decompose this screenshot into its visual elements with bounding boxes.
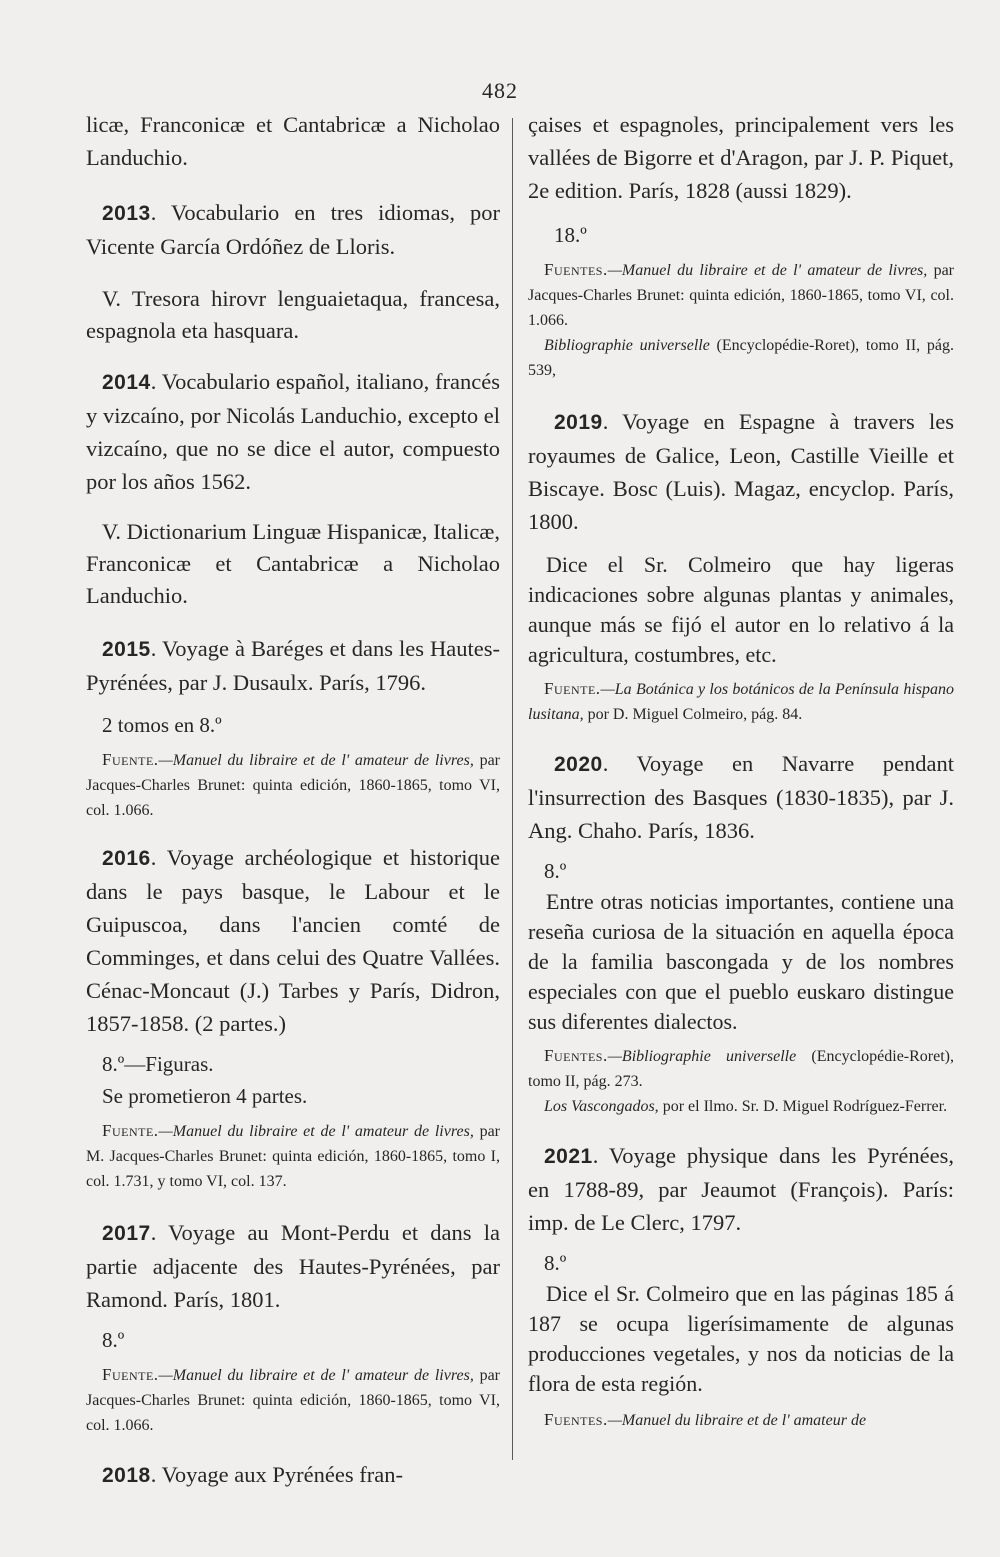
entry-text: Voyage en Espagne à travers les royaumes de Galice, Leon, Castille Vieille et Biscaye. Bosc (Luis). Magaz, encyclop. París, 1800. <box>528 409 955 534</box>
source-note-continued: Los Vascongados, por el Ilmo. Sr. D. Miguel Rodríguez-Ferrer. <box>544 1098 948 1115</box>
entry-text: Vocabulario en tres idiomas, por Vicente García Ordóñez de Lloris. <box>86 200 501 259</box>
entry-note: Dice el Sr. Colmeiro que hay ligeras indicaciones sobre algunas plantas y animales, aunque más se fijó el autor en lo relativo á la agricultura, costumbres, etc. <box>528 552 954 667</box>
entry-text: Voyage aux Pyrénées fran- <box>161 1462 403 1487</box>
source-note: Fuente.—Manuel du libraire et de l' amateur de livres, par Jacques-Charles Brunet: quinta edición, 1860-1865, tomo VI, col. 1.066. <box>86 750 501 819</box>
source-note-continued: Bibliographie universelle (Encyclopédie-Roret), tomo II, pág. 539, <box>528 337 954 379</box>
entry-number: 2014 <box>102 371 151 394</box>
entry-text: Voyage physique dans les Pyrénées, en 1788-89, par Jeaumot (François). París: imp. de Le Clerc, 1797. <box>528 1143 954 1235</box>
entry-number: 2020 <box>554 753 603 776</box>
continuation-text: licæ, Franconicæ et Cantabricæ a Nicholao Landuchio. <box>86 112 500 170</box>
entry-2014: 2014. Vocabulario español, italiano, francés y vizcaíno, por Nicolás Landuchio, excepto el vizcaíno, que no se dice el autor, compuesto por los años 1562. <box>86 369 501 494</box>
format-line: 8.º—Figuras. <box>102 1052 214 1076</box>
format-note: Se prometieron 4 partes. <box>102 1084 308 1108</box>
source-note: Fuentes.—Manuel du libraire et de l' amateur de <box>544 1410 867 1429</box>
format-line: 18.º <box>554 223 587 247</box>
entry-2016: 2016. Voyage archéologique et historique dans le pays basque, le Labour et le Guipuscoa, dans l'ancien comté de Comminges, et dans celui des Quatre Vallées. Cénac-Moncaut (J.) Tarbes y París, Didron, 1857-1858. (2 partes.) <box>86 845 500 1036</box>
entry-2013: 2013. Vocabulario en tres idiomas, por Vicente García Ordóñez de Lloris. <box>86 200 501 259</box>
right-column <box>528 108 954 1433</box>
entry-2018: 2018. Voyage aux Pyrénées fran- <box>102 1462 403 1487</box>
see-also-reference: V. Dictionarium Linguæ Hispanicæ, Italicæ, Franconicæ et Cantabricæ a Nicholao Landuchio. <box>86 519 500 608</box>
entry-number: 2016 <box>102 847 151 870</box>
entry-2021: 2021. Voyage physique dans les Pyrénées, en 1788-89, par Jeaumot (François). París: imp. de Le Clerc, 1797. <box>528 1143 954 1235</box>
entry-number: 2019 <box>554 411 603 434</box>
entry-2019: 2019. Voyage en Espagne à travers les royaumes de Galice, Leon, Castille Vieille et Biscaye. Bosc (Luis). Magaz, encyclop. París, 1800. <box>528 409 955 534</box>
entry-note: Dice el Sr. Colmeiro que en las páginas 185 á 187 se ocupa ligerísimamente de algunas producciones vegetales, y nos da noticias de la flora de esta región. <box>528 1281 954 1396</box>
continuation-text: çaises et espagnoles, principalement vers les vallées de Bigorre et d'Aragon, par J. P. Piquet, 2e edition. París, 1828 (aussi 1829). <box>528 112 954 203</box>
source-note: Fuente.—La Botánica y los botánicos de la Península hispano lusitana, por D. Miguel Colmeiro, pág. 84. <box>528 679 954 723</box>
source-note: Fuentes.—Manuel du libraire et de l' amateur de livres, par Jacques-Charles Brunet: quinta edición, 1860-1865, tomo VI, col. 1.066. <box>528 260 955 329</box>
source-note: Fuente.—Manuel du libraire et de l' amateur de livres, par M. Jacques-Charles Brunet: quinta edición, 1860-1865, tomo I, col. 1.731, y tomo VI, col. 137. <box>86 1121 501 1190</box>
format-line: 8.º <box>544 859 567 883</box>
entry-text: Voyage archéologique et historique dans le pays basque, le Labour et le Guipuscoa, dans l'ancien comté de Comminges, et dans celui des Quatre Vallées. Cénac-Moncaut (J.) Tarbes y París, Didron, 1857-1858. (2 partes.) <box>86 845 500 1036</box>
see-also-reference: V. Tresora hirovr lenguaietaqua, francesa, espagnola eta hasquara. <box>86 286 500 343</box>
entry-2017: 2017. Voyage au Mont-Perdu et dans la partie adjacente des Hautes-Pyrénées, par Ramond. París, 1801. <box>86 1220 500 1312</box>
entry-text: Voyage au Mont-Perdu et dans la partie adjacente des Hautes-Pyrénées, par Ramond. París, 1801. <box>86 1220 500 1312</box>
entry-number: 2013 <box>102 202 151 225</box>
source-note: Fuentes.—Bibliographie universelle (Encyclopédie-Roret), tomo II, pág. 273. <box>528 1046 954 1090</box>
format-line: 8.º <box>544 1251 567 1275</box>
entry-text: Voyage à Baréges et dans les Hautes-Pyrénées, par J. Dusaulx. París, 1796. <box>86 636 500 695</box>
entry-number: 2017 <box>102 1222 151 1245</box>
entry-text: Vocabulario español, italiano, francés y vizcaíno, por Nicolás Landuchio, excepto el vizcaíno, que no se dice el autor, compuesto por los años 1562. <box>86 369 501 494</box>
entry-2015: 2015. Voyage à Baréges et dans les Hautes-Pyrénées, par J. Dusaulx. París, 1796. <box>86 636 500 695</box>
left-column <box>86 108 500 1492</box>
format-line: 8.º <box>102 1328 125 1352</box>
entry-text: Voyage en Navarre pendant l'insurrection des Basques (1830-1835), par J. Ang. Chaho. París, 1836. <box>528 751 955 843</box>
column-divider <box>512 118 513 1460</box>
source-note: Fuente.—Manuel du libraire et de l' amateur de livres, par Jacques-Charles Brunet: quinta edición, 1860-1865, tomo VI, col. 1.066. <box>86 1365 501 1434</box>
entry-2020: 2020. Voyage en Navarre pendant l'insurrection des Basques (1830-1835), par J. Ang. Chaho. París, 1836. <box>528 751 955 843</box>
entry-number: 2021 <box>544 1145 593 1168</box>
entry-note: Entre otras noticias importantes, contiene una reseña curiosa de la situación en aquella época de la familia bascongada y de los nombres especiales con que el pueblo euskaro distingue sus diferentes dialectos. <box>528 889 954 1034</box>
page-number: 482 <box>482 78 518 103</box>
entry-number: 2018 <box>102 1464 151 1487</box>
format-line: 2 tomos en 8.º <box>102 713 222 737</box>
entry-number: 2015 <box>102 638 151 661</box>
